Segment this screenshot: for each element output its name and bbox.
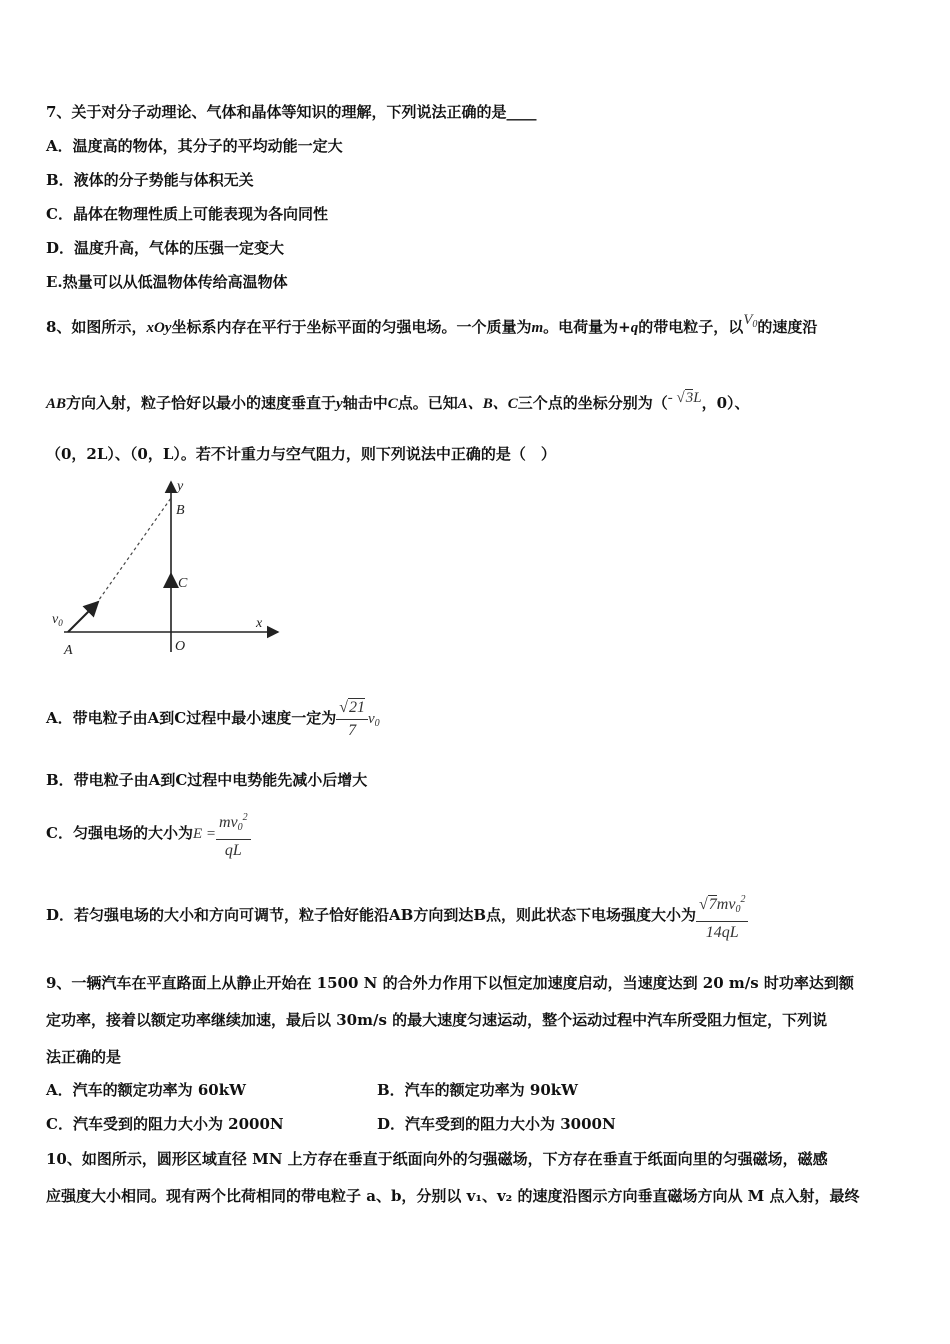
q9-option-a: A．汽车的额定功率为 60kW: [46, 1081, 246, 1099]
q8-option-a: A．带电粒子由A到C过程中最小速度一定为 $\frac{√21}{7}$ $v_0$: [46, 698, 380, 739]
label-a: A: [64, 643, 73, 658]
q7-option-d: D．温度升高，气体的压强一定变大: [46, 239, 285, 257]
q10-stem-line1: 10、如图所示，圆形区域直径 MN 上方存在垂直于纸面向外的匀强磁场，下方存在垂直于纸面向里的匀强磁场，磁感: [46, 1150, 828, 1168]
label-y: y: [177, 479, 184, 494]
label-b: B: [176, 503, 185, 518]
q9-option-d: D．汽车受到的阻力大小为 3000N: [377, 1115, 616, 1133]
q8-stem-line2: AB方向入射，粒子恰好以最小的速度垂直于y轴击中C点。已知A、B、C三个点的坐标分别为（- √3L，0）、: [46, 390, 750, 412]
q8-stem-line1: 8、如图所示，xOy坐标系内存在平行于坐标平面的匀强电场。一个质量为m。电荷量为+q的带电粒子，以$V_0$的速度沿: [46, 312, 818, 336]
label-x: x: [256, 616, 263, 631]
label-o: O: [175, 639, 186, 654]
q7-stem: 7、关于对分子动理论、气体和晶体等知识的理解，下列说法正确的是____: [46, 103, 537, 121]
q9-stem-line3: 法正确的是: [46, 1048, 122, 1066]
q9-option-b: B．汽车的额定功率为 90kW: [377, 1081, 579, 1099]
q9-stem-line1: 9、一辆汽车在平直路面上从静止开始在 1500 N 的合外力作用下以恒定加速度启动，当速度达到 20 m/s 时功率达到额: [46, 974, 854, 992]
q7-option-e: E.热量可以从低温物体传给高温物体: [46, 273, 288, 291]
q9-stem-line2: 定功率，接着以额定功率继续加速，最后以 30m/s 的最大速度匀速运动，整个运动过程中汽车所受阻力恒定，下列说: [46, 1011, 828, 1029]
q8-option-b: B．带电粒子由A到C过程中电势能先减小后增大: [46, 771, 368, 789]
q8-option-d: D．若匀强电场的大小和方向可调节，粒子恰好能沿AB方向到达B点，则此状态下电场强度大小为 $\frac{√7mv_0^2}{14qL}$: [46, 887, 748, 944]
label-v0: $v_0$: [52, 612, 63, 628]
velocity-arrow: [68, 602, 98, 632]
dashed-line-ab: [96, 498, 171, 604]
q8-figure: [46, 476, 291, 661]
q7-option-c: C．晶体在物理性质上可能表现为各向同性: [46, 205, 328, 223]
label-c: C: [178, 576, 188, 591]
q8-option-c: C．匀强电场的大小为E = $\frac{mv_0^2}{qL}$: [46, 805, 251, 862]
q10-stem-line2: 应强度大小相同。现有两个比荷相同的带电粒子 a、b，分别以 v₁、v₂ 的速度沿图示方向垂直磁场方向从 M 点入射，最终: [46, 1187, 860, 1205]
q7-option-b: B．液体的分子势能与体积无关: [46, 171, 254, 189]
q9-option-c: C．汽车受到的阻力大小为 2000N: [46, 1115, 284, 1133]
q7-option-a: A．温度高的物体，其分子的平均动能一定大: [46, 137, 343, 155]
q8-stem-line3: （0，2L）、（0，L）。若不计重力与空气阻力，则下列说法中正确的是（ ）: [46, 445, 556, 463]
